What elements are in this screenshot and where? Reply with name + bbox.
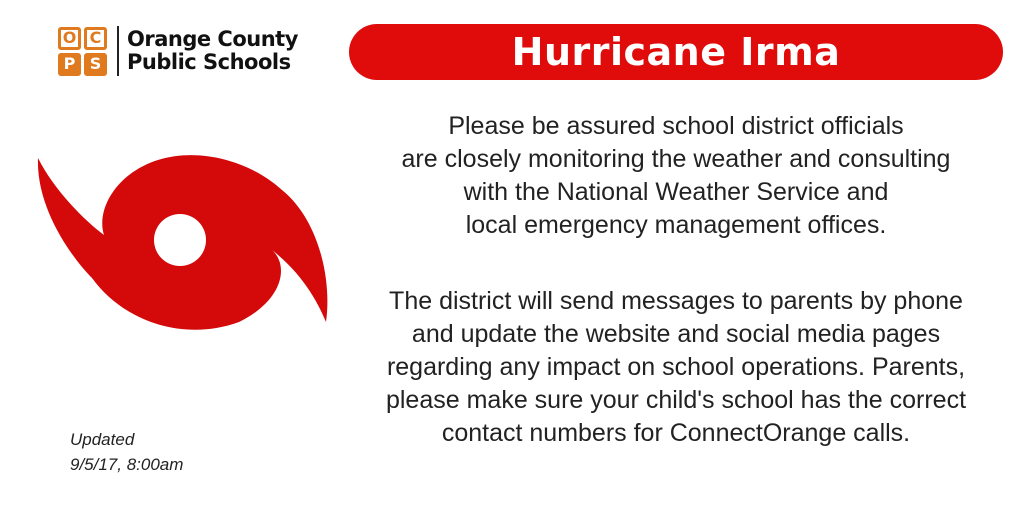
logo-letter-p: P [58, 53, 81, 76]
communication-line-1: The district will send messages to parents by phone [389, 287, 963, 315]
logo-letter-s: S [84, 53, 107, 76]
communication-line-5: contact numbers for ConnectOrange calls. [441, 419, 911, 447]
logo-letter-o: O [58, 27, 81, 50]
communication-paragraph [340, 285, 1012, 450]
logo-divider [117, 26, 119, 76]
intro-line-2: are closely monitoring the weather and consulting [401, 145, 951, 173]
page-title: Hurricane Irma [511, 30, 841, 74]
communication-line-4: please make sure your child's school has the correct [385, 386, 967, 414]
title-banner [349, 24, 1003, 80]
intro-line-4: local emergency management offices. [465, 211, 887, 239]
hurricane-icon [34, 150, 330, 340]
ocps-logo-mark [58, 27, 107, 76]
logo-name [127, 28, 298, 74]
logo-letter-c: C [84, 27, 107, 50]
communication-line-2: and update the website and social media pages [411, 320, 941, 348]
intro-line-3: with the National Weather Service and [463, 178, 889, 206]
updated-timestamp: 9/5/17, 8:00am [70, 455, 184, 474]
ocps-logo [58, 26, 298, 76]
communication-line-3: regarding any impact on school operations. Parents, [386, 353, 966, 381]
intro-paragraph [340, 110, 1012, 242]
updated-note [70, 427, 183, 477]
logo-name-line-1: Orange County [127, 27, 298, 51]
updated-label: Updated [70, 430, 135, 449]
intro-line-1: Please be assured school district officials [448, 112, 904, 140]
logo-name-line-2: Public Schools [127, 50, 291, 74]
